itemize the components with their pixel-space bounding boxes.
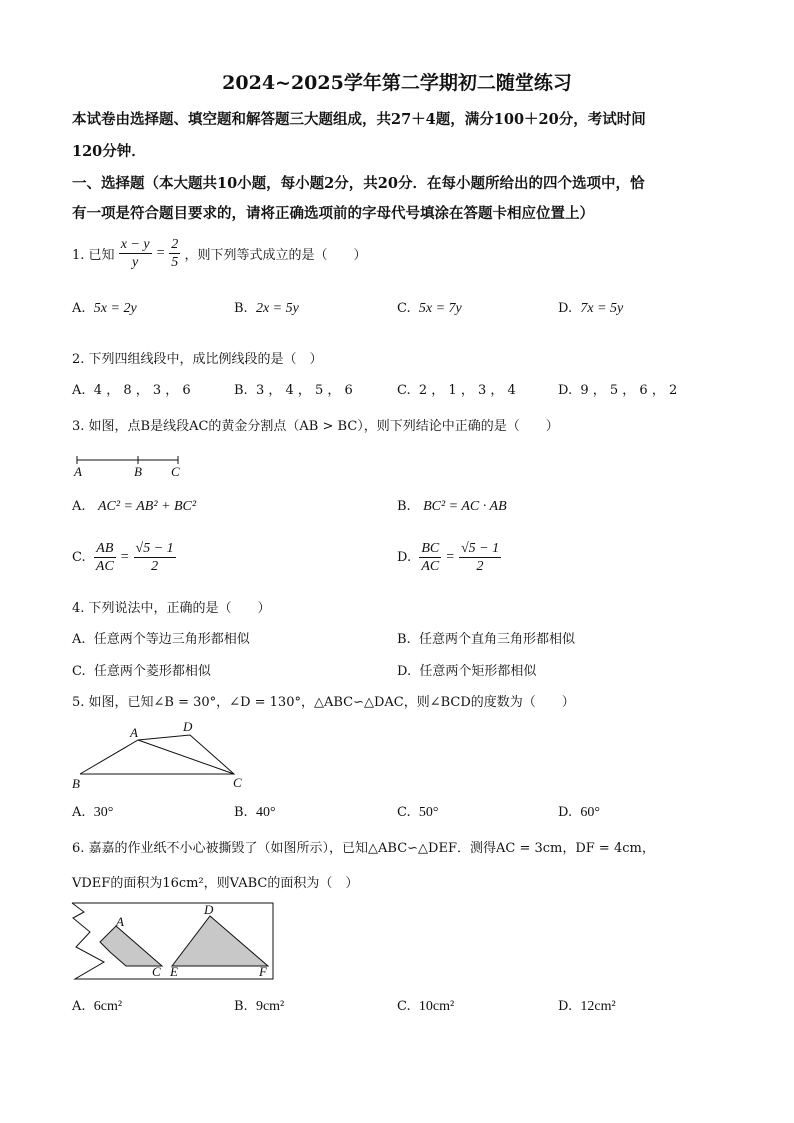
question-4-option-d[interactable] xyxy=(397,660,536,679)
option-text: 任意两个直角三角形都相似 xyxy=(418,632,575,647)
option-text: 2 ， 1 ， 3 ， 4 xyxy=(418,383,516,398)
intro-line-2: 120分钟． xyxy=(72,143,146,160)
label-c: C xyxy=(171,464,180,478)
option-text: 任意两个等边三角形都相似 xyxy=(93,632,250,647)
question-2-option-c[interactable] xyxy=(397,379,516,398)
fraction-numerator: √5 − 1 xyxy=(460,541,500,556)
fraction-numerator: BC xyxy=(421,541,440,556)
label-d: D xyxy=(204,902,214,917)
option-text: 5x = 7y xyxy=(418,301,462,316)
label-b: B xyxy=(72,776,80,791)
fraction-numerator: √5 − 1 xyxy=(135,541,174,556)
fraction-numerator: 2 xyxy=(171,237,179,252)
equals-sign: = xyxy=(445,549,455,565)
label-e: E xyxy=(170,964,178,979)
fraction-numerator: AB xyxy=(94,540,116,558)
fraction-denominator: 2 xyxy=(476,559,484,574)
option-text: 7x = 5y xyxy=(580,301,624,316)
section-heading-line-1: 一、选择题（本大题共10小题，每小题2分，共20分．在每小题所给出的四个选项中，恰 xyxy=(72,175,645,192)
fraction-golden-ratio xyxy=(459,540,501,575)
label-a: A xyxy=(116,914,124,929)
question-3-option-b[interactable] xyxy=(397,499,507,515)
option-text: AC² = AB² + BC² xyxy=(97,499,197,514)
option-text: 6cm² xyxy=(93,999,123,1014)
option-letter: C. xyxy=(72,664,86,679)
question-1-option-a[interactable] xyxy=(72,301,137,317)
question-3-option-d[interactable] xyxy=(397,540,501,575)
question-5-option-c[interactable] xyxy=(397,805,439,821)
question-1-suffix: ，则下列等式成立的是（ ） xyxy=(184,248,367,263)
question-2-option-b[interactable] xyxy=(234,379,353,398)
question-6-option-d[interactable] xyxy=(558,999,616,1015)
option-letter: D. xyxy=(558,301,573,316)
label-a: A xyxy=(74,464,82,478)
option-letter: A. xyxy=(72,805,86,820)
fraction-denominator: y xyxy=(132,255,139,270)
option-text: 10cm² xyxy=(418,999,455,1014)
section-heading-line-2: 有一项是符合题目要求的，请将正确选项前的字母代号填涂在答题卡相应位置上） xyxy=(72,205,594,222)
question-1-fraction-left xyxy=(119,236,152,271)
option-text: 3 ， 4 ， 5 ， 6 xyxy=(255,383,353,398)
option-letter: B. xyxy=(234,301,248,316)
option-letter: D. xyxy=(558,805,573,820)
option-text: 2x = 5y xyxy=(255,301,299,316)
option-letter: D. xyxy=(397,664,412,679)
page-title: 2024~2025学年第二学期初二随堂练习 xyxy=(222,72,572,94)
question-1-option-c[interactable] xyxy=(397,301,462,317)
fraction-numerator: x − y xyxy=(120,237,150,252)
question-5-stem: 5. 如图，已知∠B = 30°，∠D = 130°，△ABC∽△DAC，则∠BCD的度数为（ ） xyxy=(72,695,575,710)
option-letter: D. xyxy=(397,550,412,565)
question-5-figure xyxy=(68,716,258,794)
option-text: 任意两个菱形都相似 xyxy=(93,664,211,679)
question-3-option-a[interactable] xyxy=(72,499,196,515)
option-text: 9cm² xyxy=(255,999,285,1014)
label-a: A xyxy=(130,725,138,740)
fraction-denominator: AC xyxy=(421,559,440,574)
option-letter: B. xyxy=(397,632,411,647)
question-5-option-d[interactable] xyxy=(558,805,600,821)
option-letter: C. xyxy=(397,301,411,316)
question-6-option-c[interactable] xyxy=(397,999,454,1015)
option-letter: B. xyxy=(234,805,248,820)
option-letter: A. xyxy=(72,499,86,514)
quadrilateral-abdc xyxy=(80,735,234,774)
option-text: 4 ， 8 ， 3 ， 6 xyxy=(93,383,191,398)
question-5-option-a[interactable] xyxy=(72,805,113,821)
question-2-stem: 2. 下列四组线段中，成比例线段的是（ ） xyxy=(72,352,323,367)
question-1-option-d[interactable] xyxy=(558,301,623,317)
question-3-segment-figure xyxy=(72,452,192,478)
fraction-denominator: 5 xyxy=(171,255,179,270)
question-2-option-d[interactable] xyxy=(558,379,677,398)
option-letter: B. xyxy=(234,383,248,398)
question-6-stem-line-1: 6. 嘉嘉的作业纸不小心被撕毁了（如图所示），已知△ABC∽△DEF．测得AC = 3cm，DF = 4cm， xyxy=(72,841,655,856)
option-text: 9 ， 5 ， 6 ， 2 xyxy=(580,383,678,398)
option-letter: C. xyxy=(397,805,411,820)
option-text: 30° xyxy=(93,805,114,820)
question-1-fraction-right xyxy=(169,236,180,271)
fraction-denominator: AC xyxy=(95,559,114,574)
option-letter: C. xyxy=(72,550,86,565)
label-c: C xyxy=(152,964,161,979)
option-letter: A. xyxy=(72,632,86,647)
equals-sign: = xyxy=(155,245,166,261)
question-4-option-b[interactable] xyxy=(397,628,575,647)
option-letter: C. xyxy=(397,383,411,398)
question-6-torn-paper-figure xyxy=(70,900,276,982)
question-1-option-b[interactable] xyxy=(234,301,299,317)
fraction-ab-ac xyxy=(94,540,116,575)
option-text: 50° xyxy=(418,805,439,820)
intro-line-1: 本试卷由选择题、填空题和解答题三大题组成，共27＋4题，满分100＋20分，考试时间 xyxy=(72,111,646,128)
question-6-option-b[interactable] xyxy=(234,999,284,1015)
question-5-option-b[interactable] xyxy=(234,805,276,821)
option-text: 12cm² xyxy=(580,999,616,1014)
equals-sign: = xyxy=(119,549,130,565)
option-letter: B. xyxy=(397,499,411,514)
fraction-denominator: 2 xyxy=(151,559,159,574)
option-letter: B. xyxy=(234,999,248,1014)
question-6-stem-line-2: VDEF的面积为16cm²，则VABC的面积为（ ） xyxy=(72,876,359,891)
label-b: B xyxy=(134,464,142,478)
question-4-option-a[interactable] xyxy=(72,628,250,647)
option-text: 5x = 2y xyxy=(93,301,137,316)
option-letter: D. xyxy=(558,383,573,398)
option-text: 任意两个矩形都相似 xyxy=(419,664,537,679)
question-1-prefix: 1. 已知 xyxy=(72,248,115,263)
label-c: C xyxy=(233,775,242,790)
fraction-bc-ac xyxy=(419,540,441,575)
option-text: 60° xyxy=(580,805,600,820)
label-d: D xyxy=(183,719,193,734)
option-letter: A. xyxy=(72,999,86,1014)
fraction-golden-ratio xyxy=(134,540,176,575)
question-6-option-a[interactable] xyxy=(72,999,122,1015)
question-1-stem xyxy=(72,236,366,271)
option-letter: C. xyxy=(397,999,411,1014)
option-letter: D. xyxy=(558,999,573,1014)
option-letter: A. xyxy=(72,383,86,398)
label-f: F xyxy=(259,964,267,979)
question-3-stem: 3. 如图，点B是线段AC的黄金分割点（AB > BC），则下列结论中正确的是（ ） xyxy=(72,419,559,434)
option-letter: A. xyxy=(72,301,86,316)
diagonal-ac xyxy=(138,740,234,774)
question-4-option-c[interactable] xyxy=(72,660,211,679)
option-text: 40° xyxy=(255,805,276,820)
option-text: BC² = AC · AB xyxy=(423,499,507,514)
question-2-option-a[interactable] xyxy=(72,379,191,398)
question-4-stem: 4. 下列说法中，正确的是（ ） xyxy=(72,601,271,616)
question-3-option-c[interactable] xyxy=(72,540,176,575)
